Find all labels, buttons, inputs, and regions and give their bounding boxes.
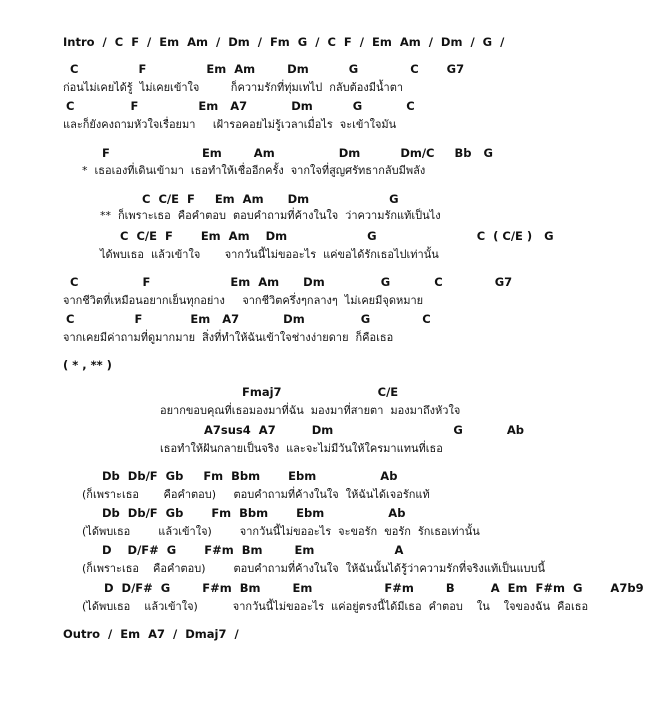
verse1-lyric-2: และก็ยังคงถามหัวใจเรื่อยมา เฝ้ารอคอยไม่รู้เวลาเมื่อไร จะเข้าใจมัน xyxy=(63,118,397,131)
verse2-lyric-1: จากชีวิตที่เหมือนอยากเย็นทุกอย่าง จากชีวิตครึ่งๆกลางๆ ไม่เคยมีจุดหมาย xyxy=(63,294,424,307)
chorus-lyric-1: ** ก็เพราะเธอ คือคำตอบ ตอบคำถามที่ค้างในใจ ว่าความรักแท้เป็นไง xyxy=(100,209,441,222)
final-chords-4: D D/F# G F#m Bm Em F#m B A Em F#m G A7b9 xyxy=(104,581,644,595)
verse2-chords-2: C F Em A7 Dm G C xyxy=(66,312,431,326)
final-chords-2: Db Db/F Gb Fm Bbm Ebm Ab xyxy=(102,506,406,520)
verse1-lyric-1: ก่อนไม่เคยได้รู้ ไม่เคยเข้าใจ ก็ความรักที่ทุ่มเทไป กลับต้องมีน้ำตา xyxy=(63,81,404,94)
verse1-chords-1: C F Em Am Dm G C G7 xyxy=(70,62,465,76)
bridge-lyric-2: เธอทำให้ฝันกลายเป็นจริง และจะไม่มีวันให้ใครมาแทนที่เธอ xyxy=(160,442,443,455)
bridge-chords-2: A7sus4 A7 Dm G Ab xyxy=(204,423,524,437)
final-lyric-1: (ก็เพราะเธอ คือคำตอบ) ตอบคำถามที่ค้างในใจ ให้ฉันได้เจอรักแท้ xyxy=(82,488,430,501)
verse2-lyric-2: จากเคยมีค่าถามที่ดูมากมาย สิ่งที่ทำให้ฉันเข้าใจช่างง่ายดาย ก็คือเธอ xyxy=(63,331,394,344)
final-chords-1: Db Db/F Gb Fm Bbm Ebm Ab xyxy=(102,469,398,483)
chorus-chords-1: C C/E F Em Am Dm G xyxy=(142,192,399,206)
verse1-chords-2: C F Em A7 Dm G C xyxy=(66,99,415,113)
final-chords-3: D D/F# G F#m Bm Em A xyxy=(102,543,404,557)
final-lyric-2: (ได้พบเธอ แล้วเข้าใจ) จากวันนี้ไม่ขออะไร จะขอรัก ขอรัก รักเธอเท่านั้น xyxy=(82,525,480,538)
chorus-lyric-2: ได้พบเธอ แล้วเข้าใจ จากวันนี้ไม่ขออะไร แค่ขอได้รักเธอไปเท่านั้น xyxy=(100,248,439,261)
repeat-marker: ( * , ** ) xyxy=(63,358,112,372)
final-lyric-3: (ก็เพราะเธอ คือคำตอบ) ตอบคำถามที่ค้างในใจ ให้ฉันนั้นได้รู้ว่าความรักที่จริงแท้เป็นแบบนี้ xyxy=(82,562,546,575)
bridge-chords-1: Fmaj7 C/E xyxy=(242,385,399,399)
pre-chorus-lyric-1: * เธอเองที่เดินเข้ามา เธอทำให้เชื่ออีกครั้ง จากใจที่สูญศรัทธากลับมีพลัง xyxy=(82,164,426,177)
intro-line: Intro / C F / Em Am / Dm / Fm G / C F / Em Am / Dm / G / xyxy=(63,35,505,49)
bridge-lyric-1: อยากขอบคุณที่เธอมองมาที่ฉัน มองมาที่สายตา มองมาถึงหัวใจ xyxy=(160,404,461,417)
chorus-chords-2: C C/E F Em Am Dm G C ( C/E ) G xyxy=(120,229,554,243)
verse2-chords-1: C F Em Am Dm G C G7 xyxy=(70,275,513,289)
outro-line: Outro / Em A7 / Dmaj7 / xyxy=(63,627,239,641)
pre-chorus-chords-1: F Em Am Dm Dm/C Bb G xyxy=(102,146,493,160)
final-lyric-4: (ได้พบเธอ แล้วเข้าใจ) จากวันนี้ไม่ขออะไร แค่อยู่ตรงนี้ได้มีเธอ คำตอบ ใน ใจของฉัน คือเธอ xyxy=(82,600,589,613)
